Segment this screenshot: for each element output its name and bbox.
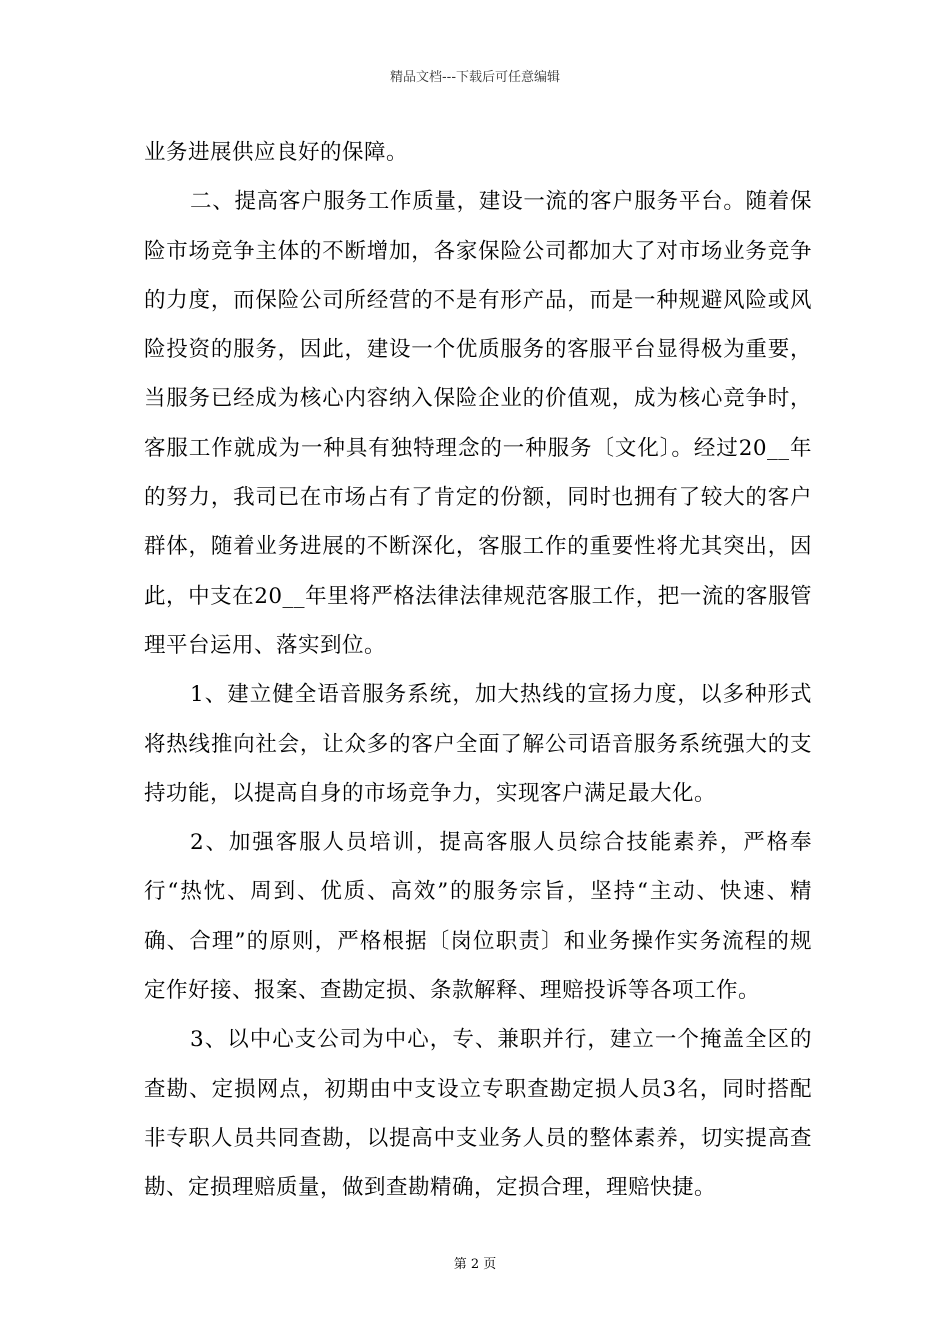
paragraph-item-1: 1、建立健全语音服务系统，加大热线的宣扬力度，以多种形式将热线推向社会，让众多的客户全面了解公司语音服务系统强大的支持功能，以提高自身的市场竞争力，实现客户满足最大化。 (144, 682, 812, 806)
paragraph-customer-service: 二、提高客户服务工作质量，建设一流的客户服务平台。随着保险市场竞争主体的不断增加，各家保险公司都加大了对市场业务竞争的力度，而保险公司所经营的不是有形产品，而是一种规避风险或风险投资的服务，因此，建设一个优质服务的客服平台显得极为重要，当服务已经成为核心内容纳入保险企业的价值观，成为核心竞争时，客服工作就成为一种具有独特理念的一种服务〔文化〕。经过20__年的努力，我司已在市场占有了肯定的份额，同时也拥有了较大的客户群体，随着业务进展的不断深化，客服工作的重要性将尤其突出，因此，中支在20__年里将严格法律法律规范客服工作，把一流的客服管理平台运用、落实到位。 (144, 189, 812, 658)
paragraph-item-3: 3、以中心支公司为中心，专、兼职并行，建立一个掩盖全区的查勘、定损网点，初期由中支设立专职查勘定损人员3名，同时搭配非专职人员共同查勘，以提高中支业务人员的整体素养，切实提高查勘、定损理赔质量，做到查勘精确，定损合理，理赔快捷。 (144, 1027, 812, 1201)
page-header: 精品文档---下载后可任意编辑 (389, 70, 561, 85)
paragraph-item-2: 2、加强客服人员培训，提高客服人员综合技能素养，严格奉行“热忱、周到、优质、高效”的服务宗旨，坚持“主动、快速、精确、合理”的原则，严格根据〔岗位职责〕和业务操作实务流程的规定作好接、报案、查勘定损、条款解释、理赔投诉等各项工作。 (144, 830, 812, 1004)
document-body (144, 128, 812, 1213)
paragraph-continuation: 业务进展供应良好的保障。 (144, 140, 409, 165)
page-number: 第 2 页 (453, 1257, 497, 1272)
